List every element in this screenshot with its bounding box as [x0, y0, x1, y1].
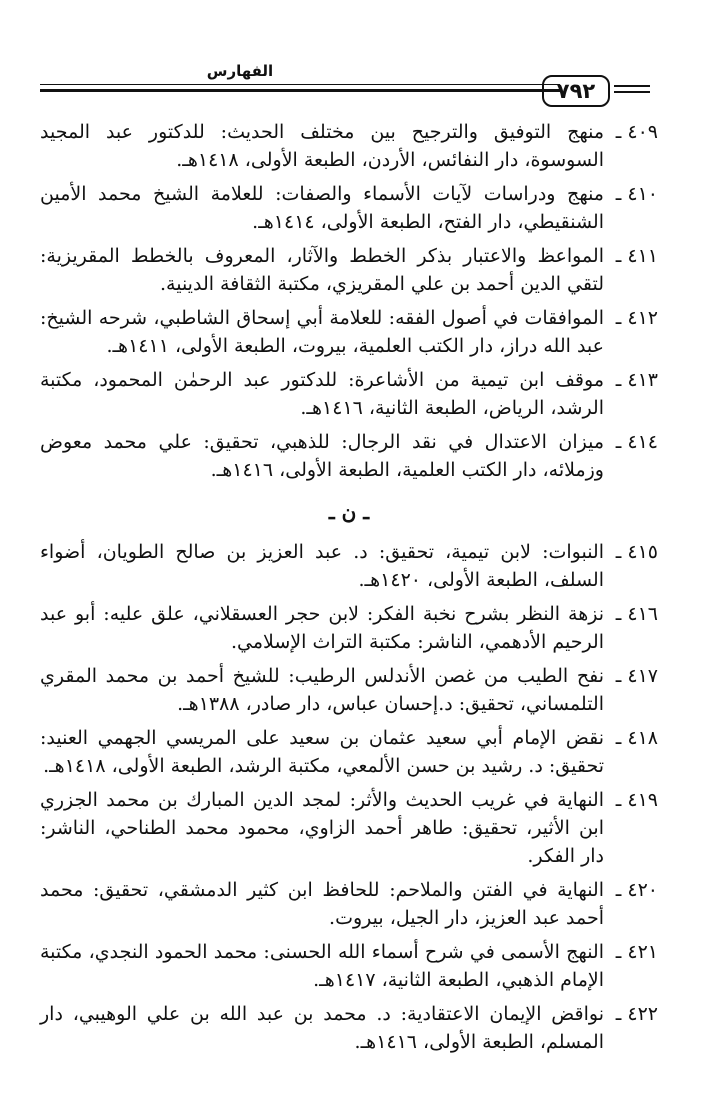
entry-text: النهاية في الفتن والملاحم: للحافظ ابن كثير الدمشقي، تحقيق: محمد أحمد عبد العزيز، دار الجيل، بيروت.	[40, 879, 604, 929]
bibliography-entry	[40, 1000, 658, 1056]
bibliography-list	[40, 118, 658, 1062]
entry-number: ٤١١ ـ	[615, 245, 658, 267]
entry-number: ٤١٩ ـ	[615, 789, 658, 811]
bibliography-entry	[40, 938, 658, 994]
bibliography-entry	[40, 662, 658, 718]
entry-text: الموافقات في أصول الفقه: للعلامة أبي إسحاق الشاطبي، شرحه الشيخ: عبد الله دراز، دار الكتب العلمية، بيروت، الطبعة الأولى، ١٤١١هـ.	[40, 307, 604, 357]
section-letter-heading: ـ ن ـ	[328, 500, 370, 524]
entry-text: نزهة النظر بشرح نخبة الفكر: لابن حجر العسقلاني، علق عليه: أبو عبد الرحيم الأدهمي، الناشر: مكتبة التراث الإسلامي.	[40, 603, 604, 653]
bibliography-entry	[40, 304, 658, 360]
entry-text: موقف ابن تيمية من الأشاعرة: للدكتور عبد الرحمٰن المحمود، مكتبة الرشد، الرياض، الطبعة الثانية، ١٤١٦هـ.	[40, 369, 604, 419]
entry-text: المواعظ والاعتبار بذكر الخطط والآثار، المعروف بالخطط المقريزية: لتقي الدين أحمد بن علي المقريزي، مكتبة الثقافة الدينية.	[40, 245, 604, 295]
bibliography-entry	[40, 118, 658, 174]
bibliography-entry	[40, 600, 658, 656]
running-head-title: الفهارس	[206, 62, 274, 80]
page-number: ٧٩٢	[542, 75, 610, 107]
bibliography-entry	[40, 428, 658, 484]
entry-text: النهاية في غريب الحديث والأثر: لمجد الدين المبارك بن محمد الجزري ابن الأثير، تحقيق: طاهر أحمد الزاوي، محمود محمد الطناحي، الناشر: دار الفكر.	[40, 789, 604, 867]
entry-number: ٤٢٠ ـ	[615, 879, 658, 901]
header-ornament-line	[614, 85, 650, 87]
entry-text: ميزان الاعتدال في نقد الرجال: للذهبي، تحقيق: علي محمد معوض وزملائه، دار الكتب العلمية، الطبعة الأولى، ١٤١٦هـ.	[40, 431, 604, 481]
entry-number: ٤١٨ ـ	[615, 727, 658, 749]
entry-text: نواقض الإيمان الاعتقادية: د. محمد بن عبد الله بن علي الوهيبي، دار المسلم، الطبعة الأولى، ١٤١٦هـ.	[40, 1003, 604, 1053]
entry-number: ٤١٣ ـ	[615, 369, 658, 391]
bibliography-entry	[40, 366, 658, 422]
entry-text: منهج ودراسات لآيات الأسماء والصفات: للعلامة الشيخ محمد الأمين الشنقيطي، دار الفتح، الطبعة الأولى، ١٤١٤هـ.	[40, 183, 604, 233]
page-header	[40, 58, 658, 104]
bibliography-entry	[40, 876, 658, 932]
header-rule-thick	[40, 89, 560, 92]
bibliography-entry	[40, 180, 658, 236]
entry-number: ٤٢٢ ـ	[615, 1003, 658, 1025]
bibliography-entry	[40, 724, 658, 780]
header-ornament-line	[614, 91, 650, 93]
bibliography-entry	[40, 538, 658, 594]
bibliography-entry	[40, 786, 658, 870]
entry-text: النهج الأسمى في شرح أسماء الله الحسنى: محمد الحمود النجدي، مكتبة الإمام الذهبي، الطبعة الثانية، ١٤١٧هـ.	[40, 941, 604, 991]
entry-text: النبوات: لابن تيمية، تحقيق: د. عبد العزيز بن صالح الطويان، أضواء السلف، الطبعة الأولى، ١٤٢٠هـ.	[40, 541, 604, 591]
entry-number: ٤٠٩ ـ	[615, 121, 658, 143]
header-rule-thin	[40, 84, 560, 85]
entry-number: ٤١٢ ـ	[615, 307, 658, 329]
entry-number: ٤١٦ ـ	[615, 603, 658, 625]
entry-number: ٤١٠ ـ	[615, 183, 658, 205]
entry-number: ٤١٥ ـ	[615, 541, 658, 563]
entry-text: نقض الإمام أبي سعيد عثمان بن سعيد على المريسي الجهمي العنيد: تحقيق: د. رشيد بن حسن الألمعي، مكتبة الرشد، الطبعة الأولى، ١٤١٨هـ.	[40, 727, 604, 777]
entry-number: ٤٢١ ـ	[615, 941, 658, 963]
bibliography-entry	[40, 242, 658, 298]
entry-number: ٤١٤ ـ	[615, 431, 658, 453]
entry-number: ٤١٧ ـ	[615, 665, 658, 687]
entry-text: منهج التوفيق والترجيح بين مختلف الحديث: للدكتور عبد المجيد السوسوة، دار النفائس، الأردن، الطبعة الأولى، ١٤١٨هـ.	[40, 121, 604, 171]
entry-text: نفح الطيب من غصن الأندلس الرطيب: للشيخ أحمد بن محمد المقري التلمساني، تحقيق: د.إحسان عباس، دار صادر، ١٣٨٨هـ.	[40, 665, 604, 715]
